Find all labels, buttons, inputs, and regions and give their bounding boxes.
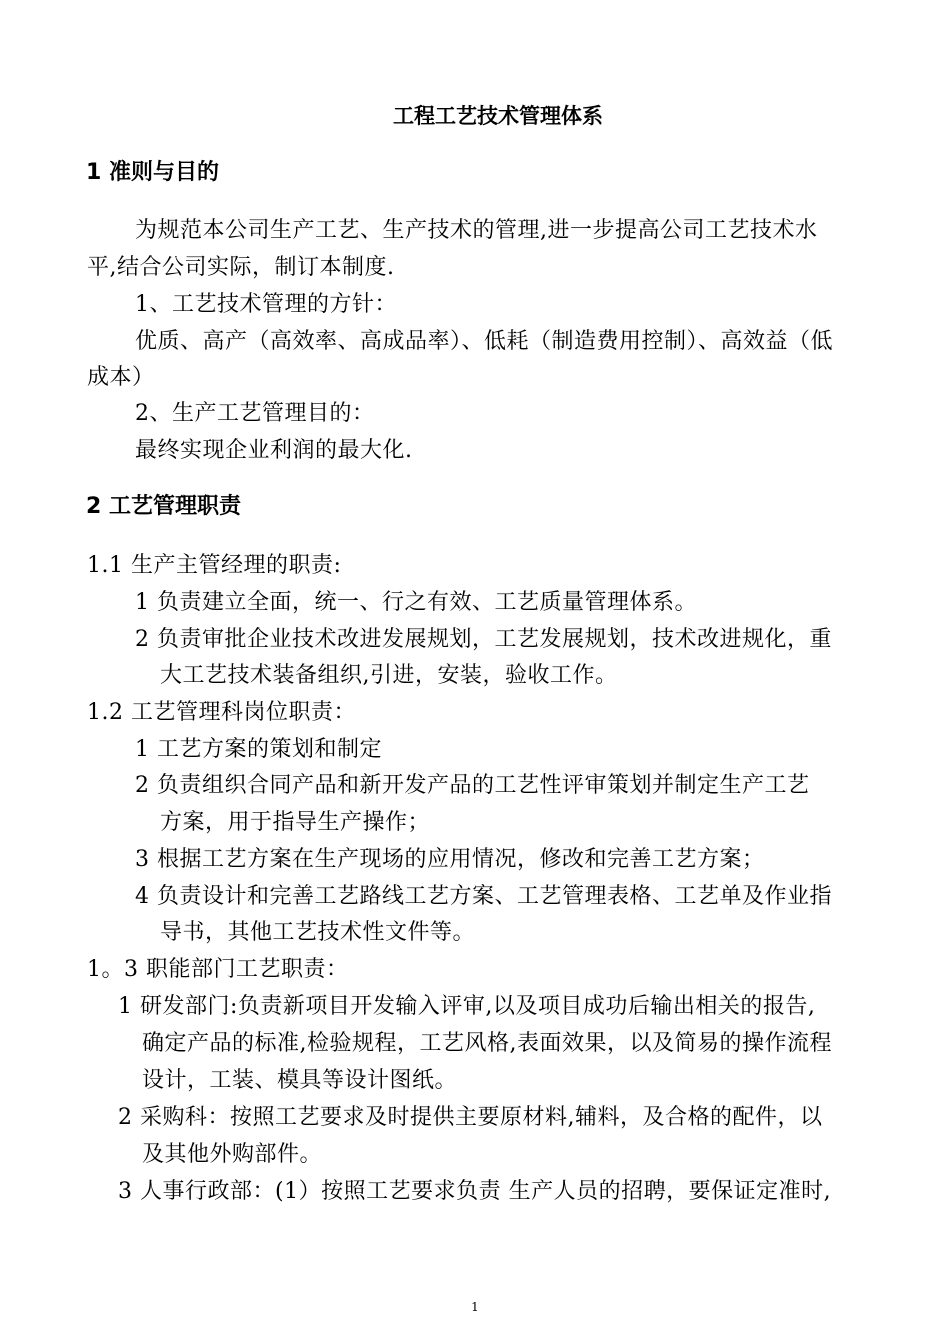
list-item: 3 人事行政部：(1）按照工艺要求负责 生产人员的招聘，要保证定准时, [118, 1179, 832, 1204]
page-number: 1 [471, 1300, 479, 1314]
document-title: 工程工艺技术管理体系 [393, 104, 603, 128]
list-item: 3 根据工艺方案在生产现场的应用情况，修改和完善工艺方案； [135, 847, 765, 872]
paragraph-line: 成本） [87, 365, 155, 390]
list-item: 1 负责建立全面，统一、行之有效、工艺质量管理体系。 [135, 590, 697, 615]
list-item: 1 研发部门:负责新项目开发输入评审,以及项目成功后输出相关的报告, [118, 994, 816, 1019]
list-item: 2 负责审批企业技术改进发展规划，工艺发展规划，技术改进规化，重 [135, 627, 832, 652]
list-item-continuation: 确定产品的标准,检验规程，工艺风格,表面效果，以及简易的操作流程 [142, 1031, 832, 1056]
list-item-continuation: 及其他外购部件。 [142, 1142, 323, 1167]
subsection-title: 1。3 职能部门工艺职责： [87, 957, 349, 982]
list-item: 1 工艺方案的策划和制定 [135, 737, 382, 762]
paragraph-line: 优质、高产（高效率、高成品率）、低耗（制造费用控制）、高效益（低 [135, 329, 834, 354]
list-item-continuation: 大工艺技术装备组织,引进，安装，验收工作。 [160, 663, 618, 688]
paragraph-line: 为规范本公司生产工艺、生产技术的管理,进一步提高公司工艺技术水 [135, 218, 818, 243]
section-2-heading: 2 工艺管理职责 [86, 494, 241, 519]
list-item: 2 负责组织合同产品和新开发产品的工艺性评审策划并制定生产工艺 [135, 773, 810, 798]
list-item: 4 负责设计和完善工艺路线工艺方案、工艺管理表格、工艺单及作业指 [135, 884, 832, 909]
policy-label: 1、工艺技术管理的方针： [135, 292, 397, 317]
list-item-continuation: 方案，用于指导生产操作； [160, 810, 431, 835]
list-item-continuation: 导书，其他工艺技术性文件等。 [160, 920, 476, 945]
paragraph-line: 平,结合公司实际，制订本制度. [87, 255, 395, 280]
list-item: 2 采购科：按照工艺要求及时提供主要原材料,辅料，及合格的配件，以 [118, 1105, 823, 1130]
purpose-label: 2、生产工艺管理目的： [135, 401, 375, 426]
subsection-title: 1.2 工艺管理科岗位职责： [87, 700, 356, 725]
paragraph-line: 最终实现企业利润的最大化. [135, 438, 413, 463]
list-item-continuation: 设计，工装、模具等设计图纸。 [142, 1068, 458, 1093]
subsection-title: 1.1 生产主管经理的职责: [87, 553, 342, 578]
section-1-heading: 1 准则与目的 [86, 160, 219, 185]
